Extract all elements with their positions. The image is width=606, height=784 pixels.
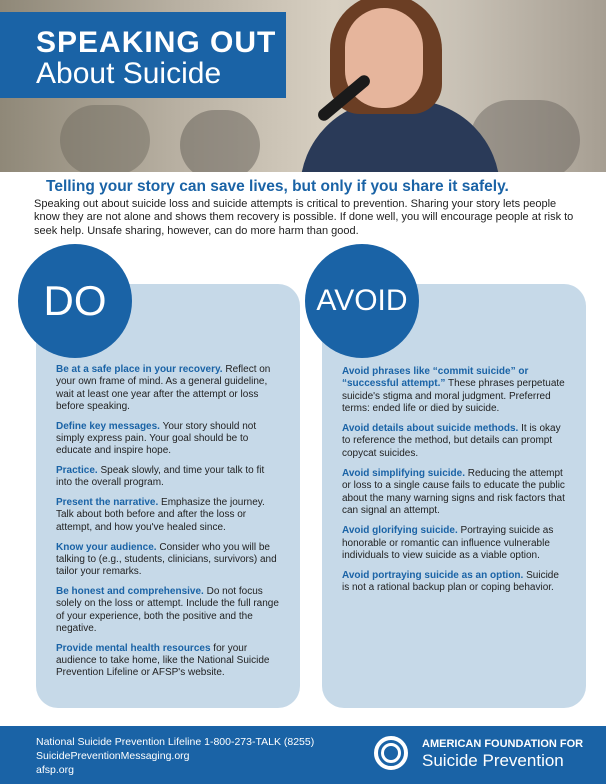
avoid-item-title: Avoid glorifying suicide.: [342, 525, 458, 537]
avoid-item: [342, 570, 568, 595]
org-name-line1: AMERICAN FOUNDATION FOR: [422, 738, 584, 750]
do-item: [56, 364, 282, 413]
avoid-item: [342, 468, 568, 517]
do-item: [56, 643, 282, 680]
avoid-item-text: Suicide is not a rational backup plan or coping behavior.: [342, 570, 559, 594]
do-item-title: Know your audience.: [56, 541, 157, 553]
do-item-title: Present the narrative.: [56, 497, 159, 509]
do-item: [56, 421, 282, 458]
org-name-line2: Suicide Prevention: [422, 751, 564, 770]
avoid-heading: AVOID: [305, 244, 419, 358]
avoid-item-text: It is okay to reference the method, but details can prompt copycat suicides.: [342, 423, 561, 459]
avoid-item-title: Avoid portraying suicide as an option.: [342, 570, 524, 582]
do-heading: DO: [18, 244, 132, 358]
avoid-item: [342, 423, 568, 460]
avoid-item-text: Reducing the attempt or loss to a single cause fails to educate the public about the many warning signs and risk factors that can signal an attempt.: [342, 468, 565, 516]
footer: [0, 726, 606, 784]
avoid-item-title: Avoid simplifying suicide.: [342, 468, 465, 480]
title-banner: [0, 12, 286, 98]
do-item-title: Practice.: [56, 465, 98, 477]
footer-link-afsp[interactable]: afsp.org: [36, 764, 74, 776]
tagline: Telling your story can save lives, but only if you share it safely.: [46, 178, 509, 195]
do-item-text: for your audience to take home, like the National Suicide Prevention Lifeline or AFSP's website.: [56, 642, 270, 679]
do-item-title: Provide mental health resources: [56, 642, 211, 654]
do-item-title: Define key messages.: [56, 420, 160, 432]
avoid-item-title: Avoid details about suicide methods.: [342, 423, 519, 435]
do-item-text: Your story should not simply express pain. Your goal should be to educate and inspire hope.: [56, 420, 257, 457]
avoid-list: [342, 366, 568, 603]
page-title-line2: About Suicide: [36, 57, 222, 90]
lifeline-number: National Suicide Prevention Lifeline 1-800-273-TALK (8255): [36, 736, 315, 748]
do-item-text: Speak slowly, and time your talk to fit into the overall program.: [56, 465, 265, 489]
avoid-item-text: Portraying suicide as honorable or romantic can influence vulnerable individuals to view suicide as a viable option.: [342, 525, 554, 561]
do-item: [56, 542, 282, 579]
do-item-title: Be honest and comprehensive.: [56, 585, 204, 597]
do-item: [56, 465, 282, 490]
avoid-item: [342, 525, 568, 562]
do-item: [56, 497, 282, 534]
lifebuoy-logo-icon: [374, 736, 408, 770]
do-item-title: Be at a safe place in your recovery.: [56, 364, 223, 375]
avoid-item-title: Avoid phrases like “commit suicide” or “successful attempt.”: [342, 366, 529, 390]
avoid-item-text: These phrases perpetuate suicide's stigma and moral judgment. Preferred terms: ended life or died by suicide.: [342, 378, 565, 414]
do-list: [56, 364, 282, 687]
do-item-text: Consider who you will be talking to (e.g., students, clinicians, survivors) and tailor your remarks.: [56, 541, 277, 578]
do-item: [56, 586, 282, 635]
avoid-item: [342, 366, 568, 415]
footer-link-messaging[interactable]: SuicidePreventionMessaging.org: [36, 750, 190, 762]
page-title-line1: SPEAKING OUT: [36, 26, 277, 59]
do-item-text: Do not focus solely on the loss or attempt. Include the full range of your experience, both the positive and the negative.: [56, 585, 279, 634]
intro-paragraph: Speaking out about suicide loss and suicide attempts is critical to prevention. Sharing your story lets people know they are not alone and shows them recovery is possible. If done well, you will encourage people at risk to seek help. Unsafe sharing, however, can do more harm than good.: [34, 198, 574, 237]
do-item-text: Reflect on your own frame of mind. As a general guideline, wait at least one year after the attempt or loss before speaking.: [56, 364, 271, 412]
do-item-text: Emphasize the journey. Talk about both before and after the loss or attempt, and how you've healed since.: [56, 497, 265, 533]
